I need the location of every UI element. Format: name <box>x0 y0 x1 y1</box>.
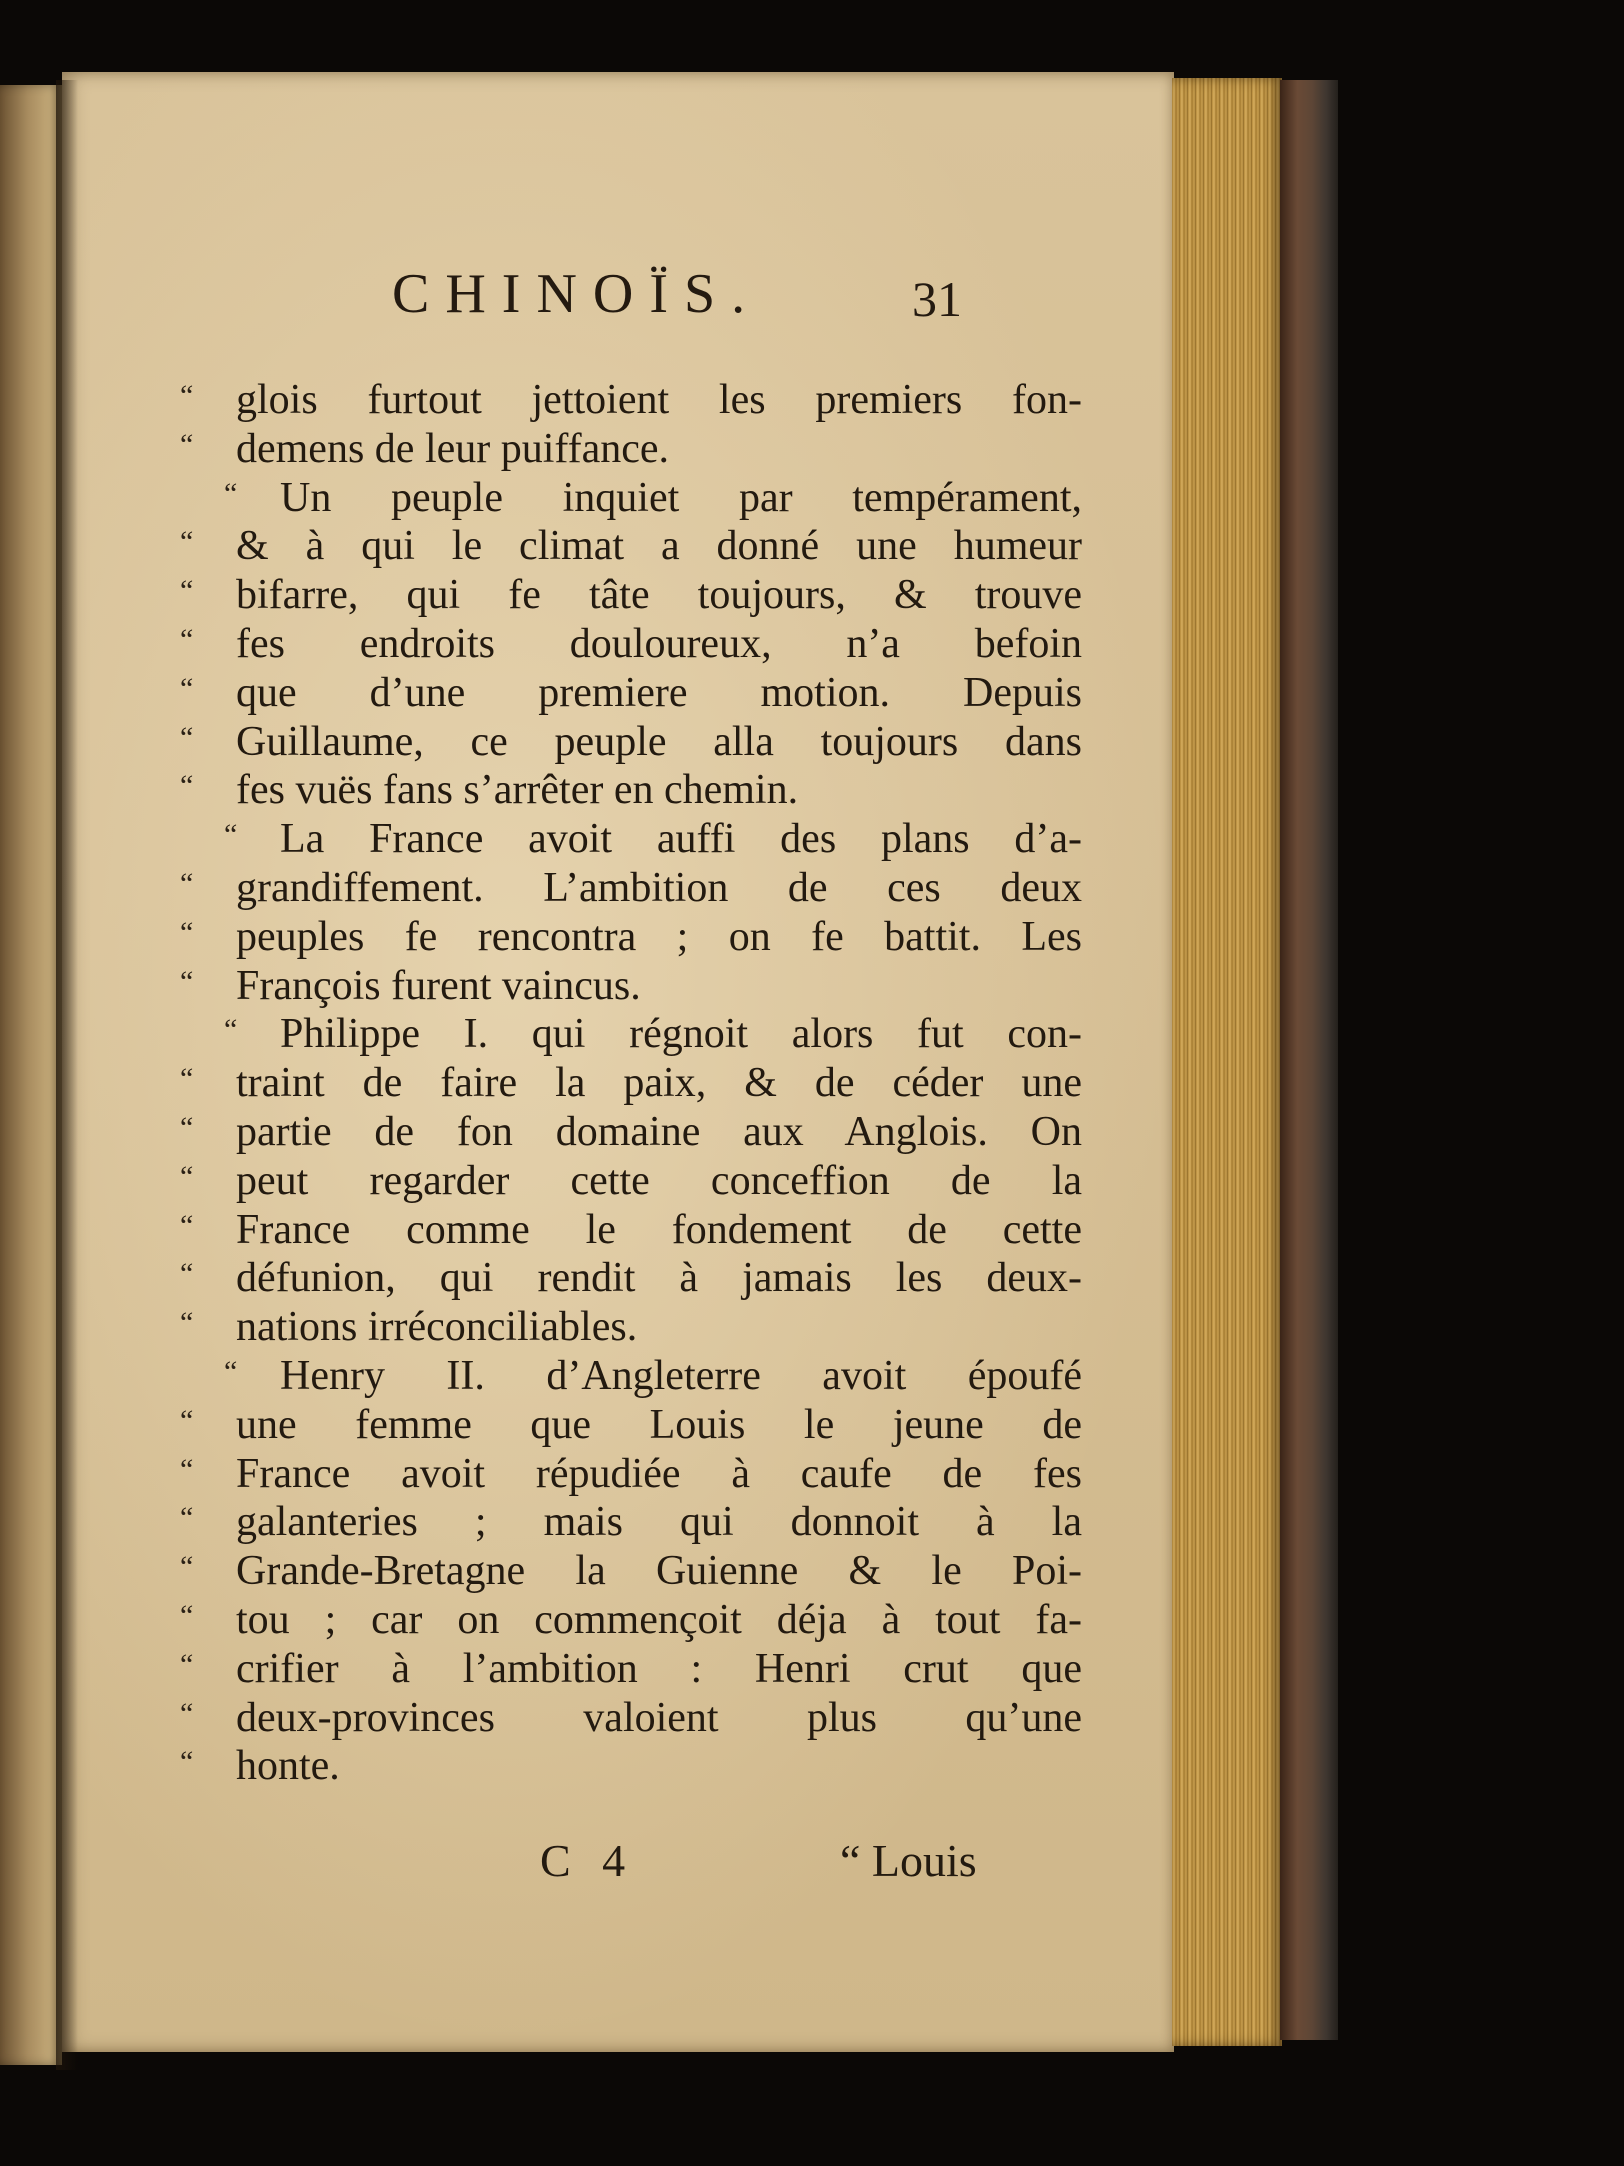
quote-mark: “ <box>180 1696 194 1730</box>
line-text: défunion, qui rendit à jamais les deux- <box>236 1255 1082 1302</box>
text-line <box>180 1401 1080 1450</box>
quote-mark: “ <box>180 1647 194 1681</box>
quote-mark: “ <box>180 964 194 998</box>
text-line <box>180 1498 1080 1547</box>
catchword: “ Louis <box>840 1835 977 1886</box>
line-text: fes vuës fans s’arrêter en chemin. <box>236 767 799 814</box>
line-text: grandiffement. L’ambition de ces deux <box>236 864 1082 911</box>
quote-mark: “ <box>224 818 238 852</box>
quote-mark: “ <box>180 671 194 705</box>
quote-mark: “ <box>180 1598 194 1632</box>
quote-mark: “ <box>180 1159 194 1193</box>
text-line <box>180 1254 1080 1303</box>
quote-mark: “ <box>180 622 194 656</box>
quote-mark: “ <box>180 427 194 461</box>
quote-mark: “ <box>180 1745 194 1779</box>
line-text: glois furtout jettoient les premiers fon- <box>236 377 1082 423</box>
quote-mark: “ <box>180 769 194 803</box>
text-line <box>180 913 1080 962</box>
body-text <box>180 376 1080 1791</box>
text-line <box>180 864 1080 913</box>
quote-mark: “ <box>224 476 238 510</box>
text-line <box>180 1303 1080 1352</box>
quote-mark: “ <box>180 574 194 608</box>
text-line <box>180 1694 1080 1743</box>
gutter-shadow <box>56 80 78 2070</box>
text-line <box>180 669 1080 718</box>
quote-mark: “ <box>180 1452 194 1486</box>
line-text: crifier à l’ambition : Henri crut que <box>236 1645 1082 1692</box>
line-text: une femme que Louis le jeune de <box>236 1401 1082 1448</box>
facing-page-edge <box>0 85 62 2065</box>
quote-mark: “ <box>224 1354 238 1388</box>
text-line <box>180 474 1080 523</box>
quote-mark: “ <box>180 1501 194 1535</box>
text-line <box>180 962 1080 1011</box>
quote-mark: “ <box>180 720 194 754</box>
page-text-block <box>62 72 1174 2052</box>
quote-mark: “ <box>180 525 194 559</box>
quote-mark: “ <box>180 1110 194 1144</box>
signature-mark: C 4 <box>540 1835 636 1886</box>
line-text: demens de leur puiffance. <box>236 425 670 472</box>
text-line <box>180 766 1080 815</box>
line-text: honte. <box>236 1743 340 1790</box>
text-line <box>180 1059 1080 1108</box>
quote-mark: “ <box>180 1062 194 1096</box>
text-line <box>180 425 1080 474</box>
text-line <box>180 815 1080 864</box>
line-text: & à qui le climat a donné une humeur <box>236 523 1082 570</box>
page-number: 31 <box>912 271 962 327</box>
quote-mark: “ <box>224 1013 238 1047</box>
line-text: Guillaume, ce peuple alla toujours dans <box>236 718 1082 765</box>
page-edges <box>1172 78 1282 2046</box>
quote-mark: “ <box>180 1257 194 1291</box>
quote-mark: “ <box>180 1208 194 1242</box>
line-text: La France avoit auffi des plans d’a- <box>280 816 1082 863</box>
line-text: que d’une premiere motion. Depuis <box>236 669 1082 716</box>
line-text: France avoit répudiée à caufe de fes <box>236 1450 1082 1497</box>
text-line <box>180 1742 1080 1791</box>
text-line <box>180 1645 1080 1694</box>
text-line <box>180 1157 1080 1206</box>
text-line <box>180 1010 1080 1059</box>
line-text: partie de fon domaine aux Anglois. On <box>236 1108 1082 1155</box>
line-text: François furent vaincus. <box>236 962 641 1009</box>
text-line <box>180 1108 1080 1157</box>
text-line <box>180 1547 1080 1596</box>
line-text: France comme le fondement de cette <box>236 1206 1082 1253</box>
quote-mark: “ <box>180 915 194 949</box>
quote-mark: “ <box>180 1306 194 1340</box>
line-text: peuples fe rencontra ; on fe battit. Les <box>236 913 1082 960</box>
line-text: Grande-Bretagne la Guienne & le Poi- <box>236 1548 1082 1595</box>
text-line <box>180 1596 1080 1645</box>
quote-mark: “ <box>180 866 194 900</box>
book-cover <box>1280 80 1338 2040</box>
book-page <box>62 72 1174 2052</box>
text-line <box>180 1352 1080 1401</box>
line-text: traint de faire la paix, & de céder une <box>236 1060 1082 1107</box>
text-line <box>180 718 1080 767</box>
running-title: CHINOÏS. <box>392 263 762 325</box>
line-text: Philippe I. qui régnoit alors fut con- <box>280 1011 1082 1058</box>
line-text: Henry II. d’Angleterre avoit époufé <box>280 1352 1082 1399</box>
line-text: deux-provinces valoient plus qu’une <box>236 1694 1082 1741</box>
quote-mark: “ <box>180 379 194 412</box>
text-line <box>180 620 1080 669</box>
quote-mark: “ <box>180 1403 194 1437</box>
text-line <box>180 522 1080 571</box>
text-line <box>180 571 1080 620</box>
line-text: bifarre, qui fe tâte toujours, & trouve <box>236 572 1082 619</box>
line-text: peut regarder cette conceffion de la <box>236 1157 1082 1204</box>
line-text: galanteries ; mais qui donnoit à la <box>236 1499 1082 1546</box>
line-text: nations irréconciliables. <box>236 1304 638 1351</box>
line-text: tou ; car on commençoit déja à tout fa- <box>236 1596 1082 1643</box>
quote-mark: “ <box>180 1550 194 1584</box>
line-text: Un peuple inquiet par tempérament, <box>280 474 1082 521</box>
text-line <box>180 1206 1080 1255</box>
text-line <box>180 376 1080 425</box>
line-text: fes endroits douloureux, n’a befoin <box>236 620 1082 667</box>
text-line <box>180 1450 1080 1499</box>
